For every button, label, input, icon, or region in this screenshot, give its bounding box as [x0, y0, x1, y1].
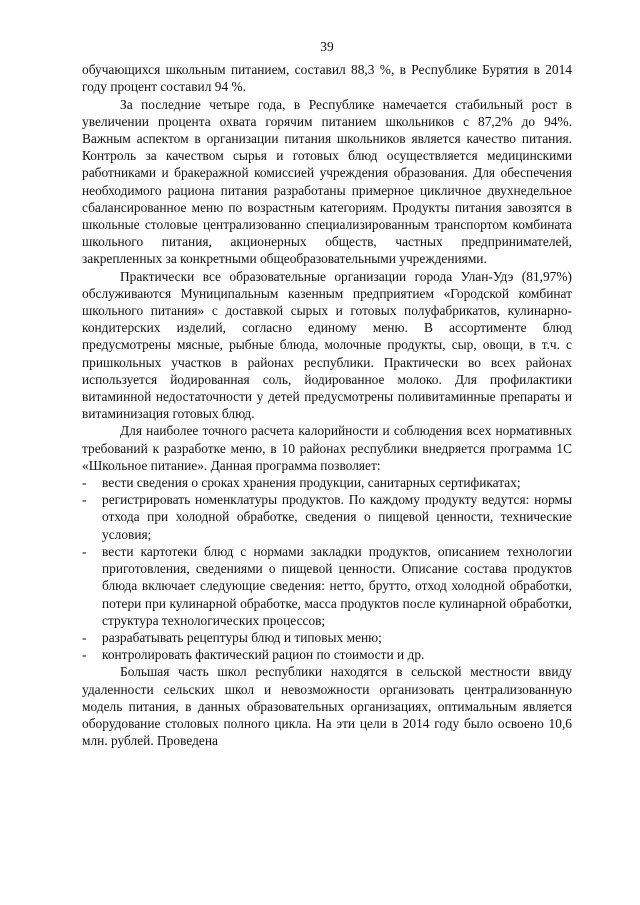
- list-dash: -: [82, 475, 87, 491]
- body-top: [82, 61, 572, 474]
- list-dash: -: [82, 492, 87, 508]
- page-number: 39: [320, 39, 334, 54]
- paragraph: Большая часть школ республики находятся в сельской местности ввиду удаленности сельских школ и невозможности организовать централизованную модель питания, в данных образовательных организациях, оптимальным является оборудование столовых полного цикла. На эти цели в 2014 году было освоено 10,6 млн. рублей. Проведена: [82, 664, 572, 749]
- list-dash: -: [82, 629, 87, 645]
- paragraph: обучающихся школьным питанием, составил 88,3 %, в Республике Бурятия в 2014 году процент составил 94 %.: [82, 62, 572, 95]
- paragraph: За последние четыре года, в Республике намечается стабильный рост в увеличении процента охвата горячим питанием школьников с 87,2% до 94%. Важным аспектом в организации питания школьников является качество питания. Контроль за качеством сырья и готовых блюд осуществляется медицинскими работниками и бракеражной комиссией учреждения образования. Для обеспечения необходимого рациона питания разработаны примерное цикличное двухнедельное сбалансированное меню по возрастным категориям. Продукты питания завозятся в школьные столовые централизованно специализированным транспортом комбината школьного питания, акционерных обществ, частных предпринимателей, закрепленных за конкретными общеобразовательными учреждениями.: [82, 96, 572, 267]
- paragraph: Практически все образовательные организации города Улан-Удэ (81,97%) обслуживаются Муниципальным казенным предприятием «Городской комбинат школьного питания» с доставкой сырых и готовых полуфабрикатов, кулинарно-кондитерских изделий, согласно единому меню. В ассортименте блюд предусмотрены мясные, рыбные блюда, молочные продукты, сыр, овощи, в т.ч. с пришкольных участков в районах республики. Практически во всех районах используется йодированная соль, йодированное молоко. Для профилактики витаминной недостаточности у детей предусмотрены поливитаминные препараты и витаминизация готовых блюд.: [82, 268, 572, 422]
- list-item: [82, 474, 572, 491]
- body-bottom: [82, 663, 572, 749]
- list-dash: -: [82, 647, 87, 663]
- capabilities-list: [82, 474, 572, 663]
- paragraph: Для наиболее точного расчета калорийности и соблюдения всех нормативных требований к разработке меню, в 10 районах республики внедряется программа 1С «Школьное питание». Данная программа позволяет:: [82, 423, 572, 473]
- list-item-text: регистрировать номенклатуры продуктов. По каждому продукту ведутся: нормы отхода при холодной обработке, сведения о пищевой ценности, технические условия;: [102, 492, 572, 542]
- list-item-text: разрабатывать рецептуры блюд и типовых меню;: [102, 629, 382, 645]
- list-item: [82, 629, 572, 646]
- list-item: [82, 543, 572, 629]
- list-item: [82, 491, 572, 543]
- list-dash: -: [82, 543, 87, 559]
- list-item-text: вести картотеки блюд с нормами закладки продуктов, описанием технологии приготовления, сведениями о пищевой ценности. Описание состава продуктов блюда включает следующие сведения: нетто, брутто, отход холодной обработки, потери при кулинарной обработке, масса продуктов после кулинарной обработки, структура технологических процессов;: [102, 543, 572, 628]
- list-item-text: вести сведения о сроках хранения продукции, санитарных сертификатах;: [102, 475, 521, 491]
- list-item: [82, 646, 572, 663]
- list-item-text: контролировать фактический рацион по стоимости и др.: [102, 647, 425, 663]
